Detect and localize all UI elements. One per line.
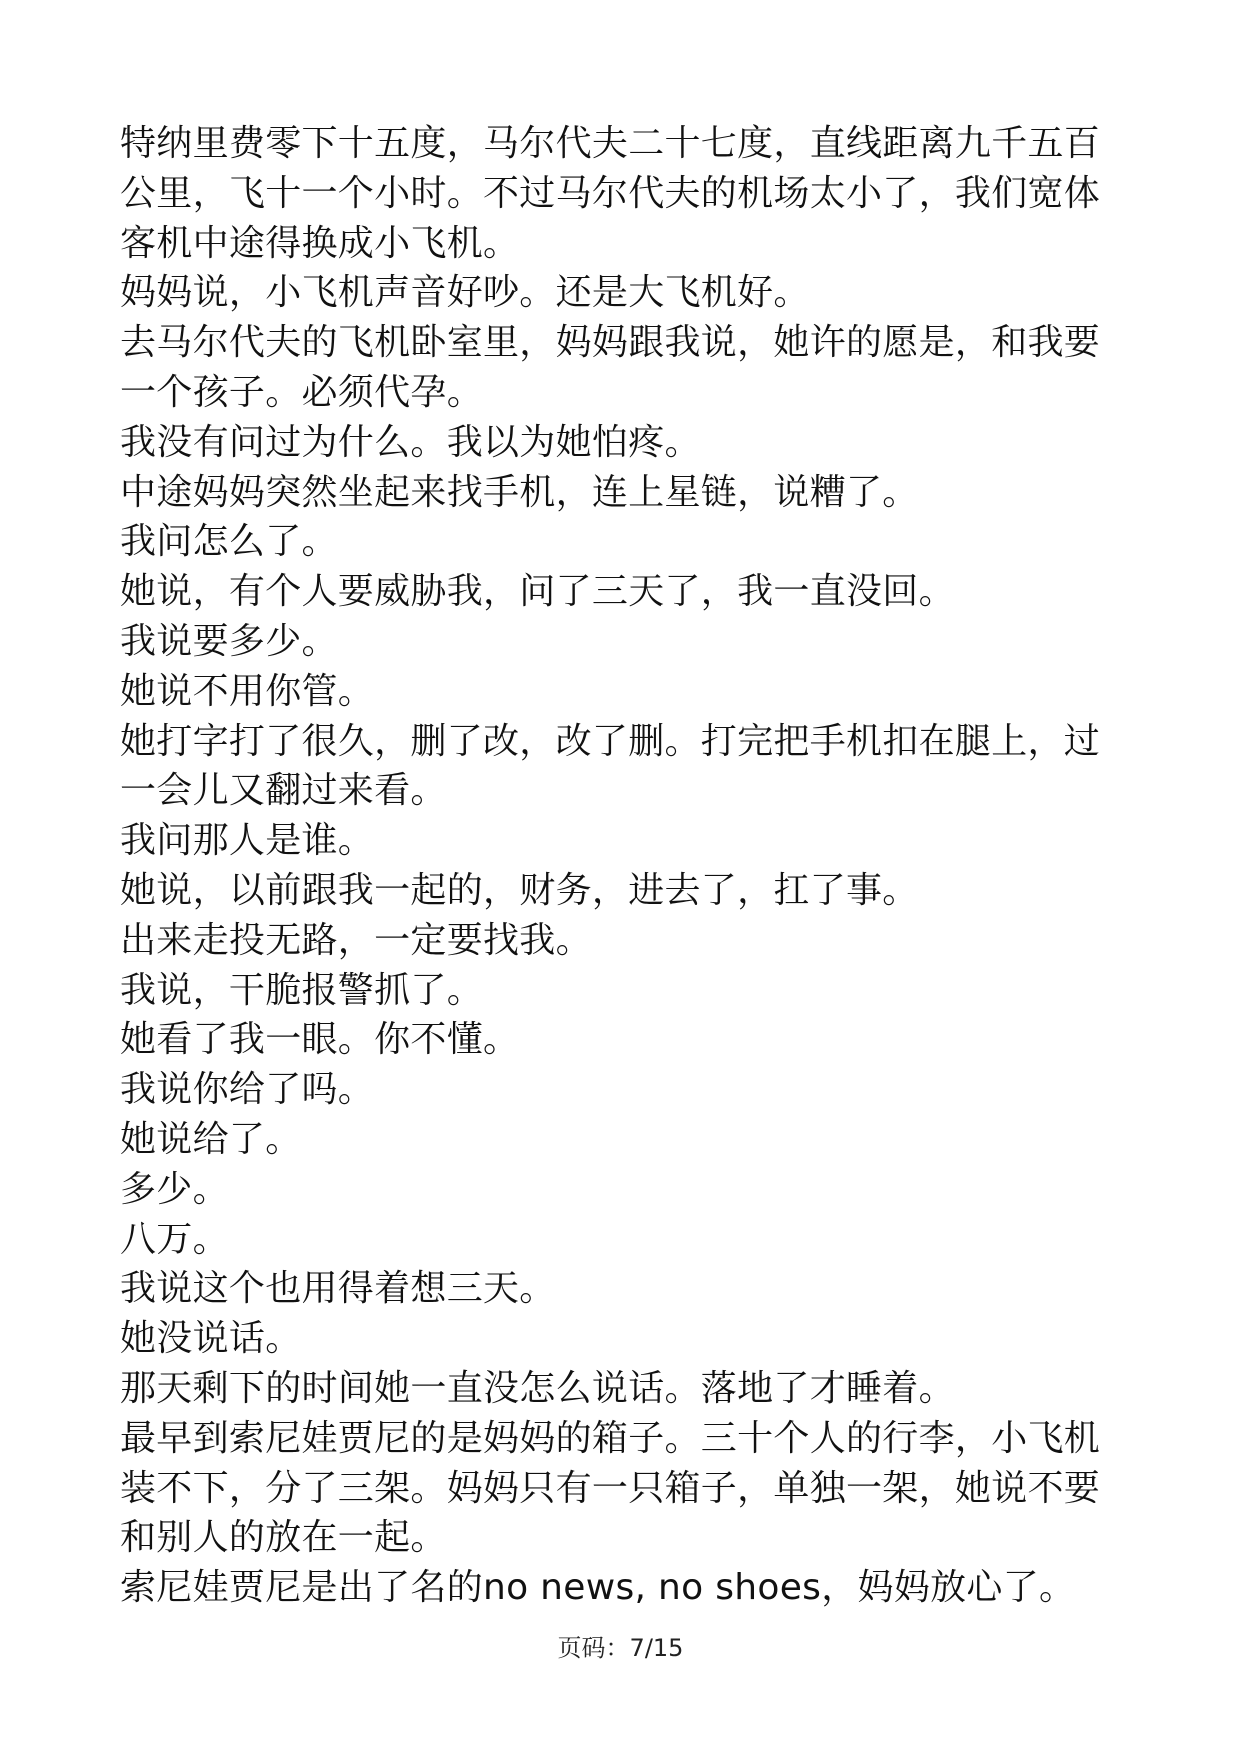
paragraph: 她看了我一眼。你不懂。 bbox=[120, 1019, 520, 1061]
paragraph: 妈妈说，小飞机声音好吵。还是大飞机好。 bbox=[120, 272, 810, 314]
paragraph: 我问怎么了。 bbox=[120, 521, 338, 563]
paragraph: 她说不用你管。 bbox=[120, 670, 375, 712]
paragraph: 她说，以前跟我一起的，财务，进去了，扛了事。 bbox=[120, 869, 919, 911]
page-number: 页码：7/15 bbox=[557, 1634, 684, 1662]
paragraph: 我问那人是谁。 bbox=[120, 820, 375, 862]
paragraph: 她说给了。 bbox=[120, 1118, 302, 1160]
body-text bbox=[120, 119, 1122, 1613]
paragraph: 我说，干脆报警抓了。 bbox=[120, 969, 484, 1011]
paragraph: 最早到索尼娃贾尼的是妈妈的箱子。三十个人的行李，小飞机装不下，分了三架。妈妈只有一只箱子，单独一架，她说不要和别人的放在一起。 bbox=[120, 1417, 1101, 1559]
paragraph: 去马尔代夫的飞机卧室里，妈妈跟我说，她许的愿是，和我要一个孩子。必须代孕。 bbox=[120, 322, 1101, 413]
paragraph: 多少。 bbox=[120, 1168, 229, 1210]
paragraph: 我说要多少。 bbox=[120, 620, 338, 662]
paragraph: 出来走投无路，一定要找我。 bbox=[120, 919, 592, 961]
paragraph: 她说，有个人要威胁我，问了三天了，我一直没回。 bbox=[120, 571, 955, 613]
paragraph: 八万。 bbox=[120, 1218, 229, 1260]
paragraph: 我说你给了吗。 bbox=[120, 1069, 375, 1111]
paragraph: 她打字打了很久，删了改，改了删。打完把手机扣在腿上，过一会儿又翻过来看。 bbox=[120, 720, 1101, 812]
paragraph: 特纳里费零下十五度，马尔代夫二十七度，直线距离九千五百公里，飞十一个小时。不过马尔代夫的机场太小了，我们宽体客机中途得换成小飞机。 bbox=[120, 123, 1101, 264]
paragraph: 那天剩下的时间她一直没怎么说话。落地了才睡着。 bbox=[120, 1367, 955, 1409]
paragraph: 她没说话。 bbox=[120, 1318, 302, 1360]
paragraph: 索尼娃贾尼是出了名的no news, no shoes，妈妈放心了。 bbox=[120, 1567, 1076, 1609]
paragraph: 我说这个也用得着想三天。 bbox=[120, 1268, 556, 1310]
paragraph: 我没有问过为什么。我以为她怕疼。 bbox=[120, 421, 701, 463]
paragraph: 中途妈妈突然坐起来找手机，连上星链，说糟了。 bbox=[120, 471, 919, 513]
